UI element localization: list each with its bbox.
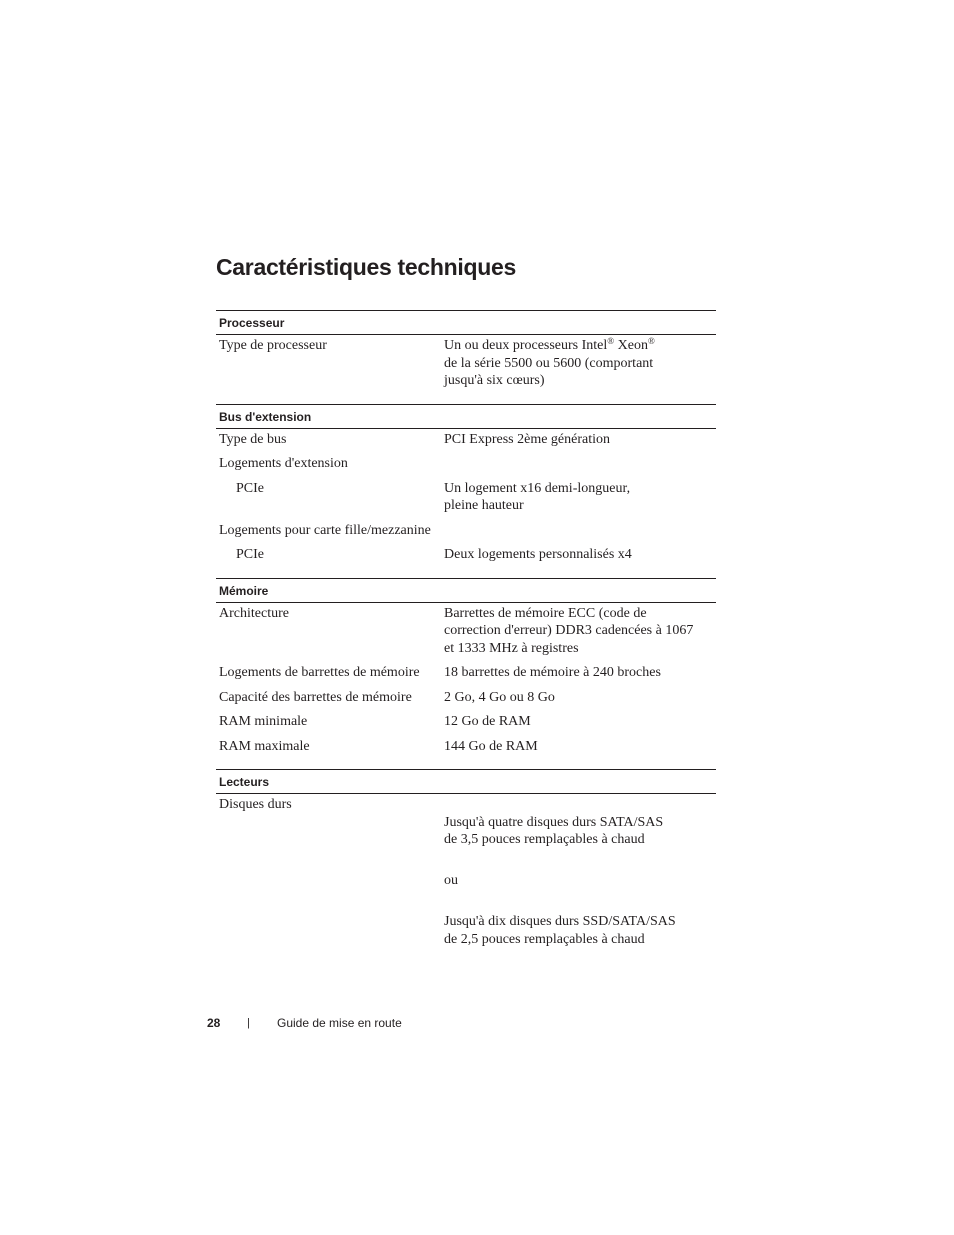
- footer-separator: |: [247, 1017, 250, 1029]
- spec-label: PCIe: [236, 480, 264, 496]
- processor-text-b: Xeon: [614, 338, 648, 353]
- section-rows: [216, 335, 716, 390]
- spec-value: PCI Express 2ème génération: [444, 431, 611, 447]
- spec-label: Logements pour carte fille/mezzanine: [219, 522, 431, 538]
- section-rows: [216, 429, 716, 564]
- spec-row: [216, 522, 716, 540]
- section-heading: Lecteurs: [216, 769, 716, 794]
- section-heading: Bus d'extension: [216, 404, 716, 429]
- spec-label: Capacité des barrettes de mémoire: [219, 689, 412, 705]
- spec-row: [216, 689, 716, 707]
- drive-option-2: Jusqu'à dix disques durs SSD/SATA/SAS de 2,5 pouces remplaçables à chaud: [444, 914, 676, 947]
- specifications-table: [216, 310, 716, 980]
- spec-label: Disques durs: [219, 797, 292, 812]
- section-processeur: [216, 310, 716, 404]
- spec-label: Type de processeur: [219, 338, 327, 353]
- spec-value: 2 Go, 4 Go ou 8 Go: [444, 689, 555, 705]
- spec-row: [216, 796, 716, 966]
- spec-label: PCIe: [236, 547, 264, 562]
- registered-mark: ®: [607, 336, 615, 346]
- section-memoire: [216, 578, 716, 770]
- spec-value: Deux logements personnalisés x4: [444, 547, 632, 562]
- spec-value: [444, 522, 716, 540]
- spec-row: [216, 455, 716, 473]
- section-rows: [216, 794, 716, 966]
- registered-mark: ®: [647, 336, 655, 346]
- spec-value: [444, 796, 716, 966]
- drive-option-separator: ou: [444, 873, 458, 888]
- document-title: Guide de mise en route: [277, 1016, 402, 1030]
- section-heading: Mémoire: [216, 578, 716, 603]
- spec-value: Un logement x16 demi-longueur, pleine hauteur: [444, 480, 631, 513]
- page-number: 28: [207, 1016, 221, 1030]
- spec-row: [216, 664, 716, 682]
- spec-row: [216, 337, 716, 390]
- spec-value: 12 Go de RAM: [444, 714, 531, 729]
- spec-label: Architecture: [219, 605, 289, 621]
- spec-label: Logements de barrettes de mémoire: [219, 665, 420, 680]
- spec-label: Logements d'extension: [219, 456, 348, 471]
- spec-label: RAM minimale: [219, 714, 308, 729]
- spec-row: [216, 480, 716, 515]
- processor-text-a: Un ou deux processeurs Intel: [444, 338, 608, 353]
- spec-row: [216, 431, 716, 449]
- spec-row: [216, 546, 716, 564]
- section-heading: Processeur: [216, 310, 716, 335]
- spec-row: [216, 738, 716, 756]
- page-footer: [207, 1016, 402, 1030]
- processor-text-c: de la série 5500 ou 5600 (comportant jusqu'à six cœurs): [444, 355, 654, 388]
- spec-value: Barrettes de mémoire ECC (code de correction d'erreur) DDR3 cadencées à 1067 et 1333 MHz à registres: [444, 605, 694, 656]
- page-title: Caractéristiques techniques: [216, 254, 516, 280]
- section-bus-extension: [216, 404, 716, 578]
- spec-value: [444, 337, 716, 390]
- section-rows: [216, 603, 716, 756]
- spec-value: 18 barrettes de mémoire à 240 broches: [444, 665, 661, 680]
- section-lecteurs: [216, 769, 716, 980]
- spec-value: [444, 455, 716, 473]
- spec-row: [216, 713, 716, 731]
- drive-option-1: Jusqu'à quatre disques durs SATA/SAS de 3,5 pouces remplaçables à chaud: [444, 814, 664, 847]
- spec-label: Type de bus: [219, 431, 287, 447]
- spec-label: RAM maximale: [219, 738, 310, 754]
- spec-value: 144 Go de RAM: [444, 738, 538, 754]
- spec-row: [216, 605, 716, 658]
